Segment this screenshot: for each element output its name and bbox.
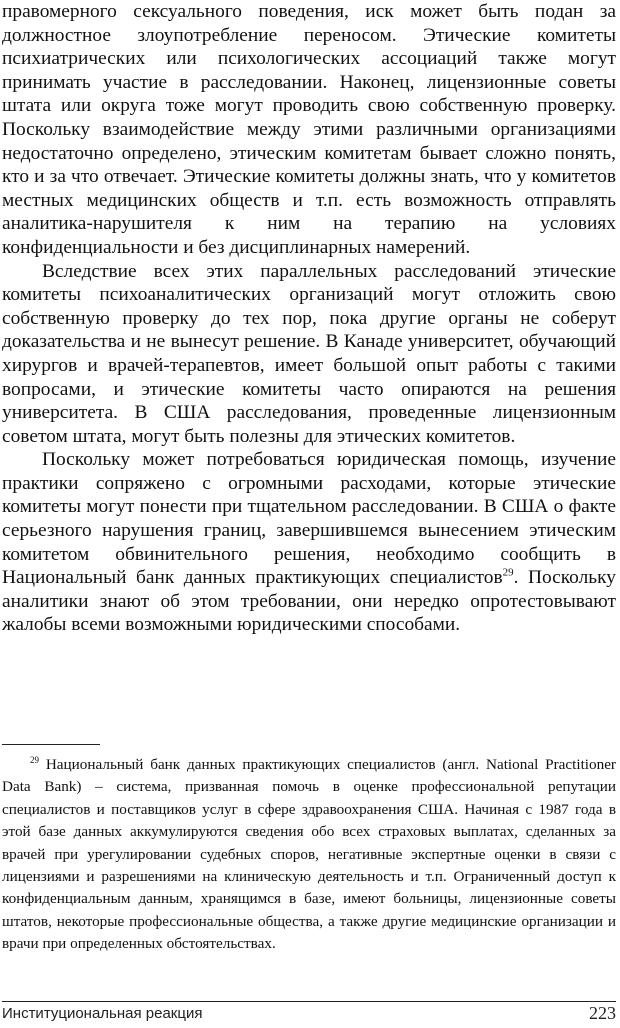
footnote-number: 29 (30, 754, 39, 765)
paragraph-3-text-b: . Поскольку аналитики знают об этом требовании, они нередко опротестовывают жалобы всеми возможными юридическими способами. (2, 567, 616, 636)
footer-divider (2, 1001, 616, 1002)
running-title: Институциональная реакция (2, 1005, 203, 1022)
footnote-reference[interactable]: 29 (502, 566, 514, 579)
paragraph-3-text-a: Поскольку может потребоваться юридическая помощь, изучение практики сопряжено с огромными расходами, которые этические комитеты могут понести при тщательном расследовании. В США о факте серьезного нарушения границ, завершившемся вынесением этическим комитетом обвинительного решения, необходимо сообщить в Национальный банк данных практикующих специалистов (2, 449, 616, 589)
body-text (2, 0, 616, 637)
paragraph-3 (2, 448, 616, 637)
paragraph-2: Вследствие всех этих параллельных расследований этические комитеты психоаналитических организаций могут отложить свою собственную проверку до тех пор, пока другие органы не соберут доказательства и не вынесут решение. В Канаде университет, обучающий хирургов и врачей-терапевтов, имеет большой опыт работы с такими вопросами, и этические комитеты часто опираются на решения университета. В США расследования, проведенные лицензионным советом штата, могут быть полезны для этических комитетов. (2, 260, 616, 447)
footnote-text: Национальный банк данных практикующих специалистов (англ. National Practitioner Data Bank) – система, призванная помочь в оценке профессиональной репутации специалистов и поставщиков услуг в сфере здравоохранения США. Начиная с 1987 года в этой базе данных аккумулируются сведения обо всех страховых выплатах, сделанных за врачей при урегулировании судебных споров, негативные экспертные оценки в связи с лицензиями и разрешениями на клиническую деятельность и т.п. Ограниченный доступ к конфиденциальным данным, хранящимся в базе, имеют больницы, лицензионные советы штатов, некоторые профессиональные общества, а также другие медицинские организации и врачи при определенных обстоятельствах. (2, 756, 616, 953)
footnote (2, 754, 616, 956)
footnote-divider (2, 744, 100, 745)
paragraph-1: правомерного сексуального поведения, иск может быть подан за должностное злоупотребление переносом. Этические комитеты психиатрических или психологических ассоциаций также могут принимать участие в расследовании. Наконец, лицензионные советы штата или округа тоже могут проводить свою собственную проверку. Поскольку взаимодействие между этими различными организациями недостаточно определено, этическим комитетам бывает сложно понять, кто и за что отвечает. Этические комитеты должны знать, что у комитетов местных медицинских обществ и т.п. есть возможность отправлять аналитика-нарушителя к ним на терапию на условиях конфиденциальности и без дисциплинарных намерений. (2, 1, 616, 258)
page-number: 223 (589, 1003, 616, 1023)
